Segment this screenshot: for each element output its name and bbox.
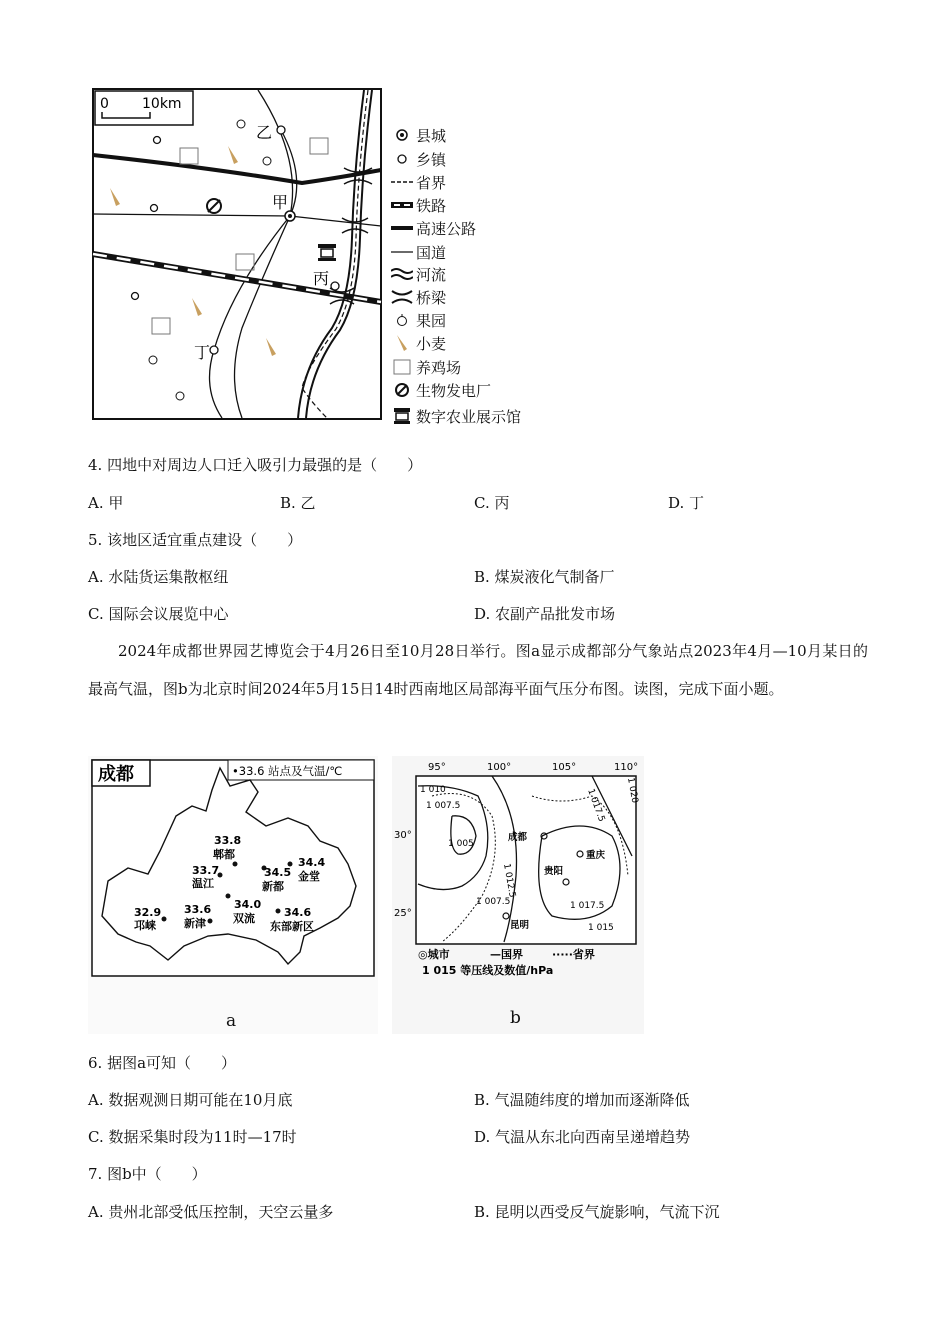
digital-agri-hall-icon	[390, 406, 414, 426]
q5-option-d[interactable]: D. 农副产品批发市场	[474, 605, 616, 623]
river-icon	[390, 264, 414, 284]
place-yi: 乙	[256, 123, 273, 142]
figure-b	[392, 756, 644, 1034]
legend-isobar: 1 015 等压线及数值/hPa	[422, 964, 554, 977]
city-label: 成都	[508, 832, 528, 843]
station-value: 34.6	[284, 906, 312, 919]
place-bing: 丙	[313, 269, 330, 288]
orchard-icon	[390, 310, 414, 330]
q7-option-a[interactable]: A. 贵州北部受低压控制，天空云量多	[88, 1203, 334, 1221]
chicken-farm-icon	[390, 357, 414, 377]
city-label: 昆明	[510, 920, 530, 931]
station-value: 33.6	[184, 903, 212, 916]
isobar-value: 1 007.5	[426, 801, 461, 811]
q6-option-b[interactable]: B. 气温随纬度的增加而逐渐降低	[474, 1091, 690, 1109]
legend-label: 桥梁	[416, 288, 447, 307]
station-value: 33.7	[192, 864, 220, 877]
figure-a-svg	[88, 756, 378, 1034]
isobar-value: 1 012.5	[501, 862, 517, 899]
legend-label: 国道	[416, 243, 447, 262]
legend-province-border: ·····省界	[552, 948, 595, 961]
legend-biopower-plant	[390, 379, 491, 401]
q4-option-a[interactable]: A. 甲	[88, 494, 124, 512]
q6-option-a[interactable]: A. 数据观测日期可能在10月底	[88, 1091, 293, 1109]
q4-option-d[interactable]: D. 丁	[668, 494, 705, 512]
city-label: 重庆	[586, 850, 606, 861]
lon-label: 95°	[428, 762, 446, 773]
biopower-plant-icon	[390, 380, 414, 400]
legend-national-road	[390, 241, 446, 263]
station-value: 34.0	[234, 898, 262, 911]
scale-zero: 0	[100, 96, 109, 112]
station-value: 33.8	[214, 834, 242, 847]
question-4-stem: 4. 四地中对周边人口迁入吸引力最强的是（ ）	[88, 456, 423, 474]
station-name: 金堂	[298, 870, 320, 883]
lon-label: 110°	[614, 762, 639, 773]
legend-expressway	[390, 217, 476, 239]
isobar-value: 1 015	[588, 923, 614, 933]
county-seat-icon	[390, 125, 414, 145]
intro-paragraph: 2024年成都世界园艺博览会于4月26日至10月28日举行。图a显示成都部分气象站点2023年4月—10月某日的最高气温，图b为北京时间2024年5月15日14时西南地区局部海平面气压分布图。读图，完成下面小题。	[88, 642, 868, 698]
station-value: 32.9	[134, 906, 162, 919]
city-label: 贵阳	[544, 866, 564, 877]
isobar-value: 1 007.5	[476, 897, 511, 907]
legend-city: ◎城市	[418, 948, 450, 961]
q5-option-a[interactable]: A. 水陆货运集散枢纽	[88, 568, 229, 586]
bridge-icon	[390, 287, 414, 307]
regional-map	[92, 88, 382, 420]
station-value: 34.4	[298, 856, 326, 869]
national-road-icon	[390, 242, 414, 262]
regional-map-svg	[92, 88, 382, 420]
legend-railway	[390, 194, 446, 216]
station-name: 新都	[262, 880, 284, 893]
question-5-stem: 5. 该地区适宜重点建设（ ）	[88, 531, 303, 549]
legend-label: 高速公路	[416, 219, 477, 238]
legend-label: 小麦	[416, 334, 447, 353]
province-border-icon	[390, 172, 414, 192]
q5-option-c[interactable]: C. 国际会议展览中心	[88, 605, 229, 623]
station-name: 郫都	[213, 848, 235, 861]
legend-town	[390, 148, 446, 170]
legend-label: 生物发电厂	[416, 381, 492, 400]
legend-chicken-farm	[390, 356, 461, 378]
figure-a-title: 成都	[98, 764, 134, 785]
legend-orchard	[390, 309, 446, 331]
legend-label: 省界	[416, 173, 447, 192]
station-name: 温江	[192, 877, 214, 890]
figure-b-svg	[392, 756, 644, 1034]
lat-label: 25°	[394, 908, 412, 919]
q6-option-d[interactable]: D. 气温从东北向西南呈递增趋势	[474, 1128, 691, 1146]
place-ding: 丁	[194, 343, 211, 362]
legend-label: 数字农业展示馆	[416, 407, 522, 426]
legend-label: 县城	[416, 126, 447, 145]
legend-bridge	[390, 286, 446, 308]
county-seat-icon	[285, 211, 295, 221]
legend-label: 果园	[416, 311, 447, 330]
q4-option-b[interactable]: B. 乙	[280, 494, 316, 512]
station-name: 双流	[233, 912, 255, 925]
railway-icon	[390, 195, 414, 215]
legend-wheat	[390, 332, 446, 354]
station-name: 邛崃	[134, 919, 156, 932]
legend-label: 乡镇	[416, 150, 447, 169]
q4-option-c[interactable]: C. 丙	[474, 494, 510, 512]
town-icon	[390, 149, 414, 169]
isobar-value: 1 017.5	[585, 787, 607, 824]
expressway-icon	[390, 218, 414, 238]
wheat-icon	[390, 333, 414, 353]
legend-label: 铁路	[416, 196, 447, 215]
legend-county-seat	[390, 124, 446, 146]
figure-a	[88, 756, 378, 1034]
legend-label: 河流	[416, 265, 447, 284]
station-name: 新津	[184, 917, 206, 930]
figure-b-label: b	[510, 1008, 521, 1028]
isobar-value: 1 005	[448, 839, 474, 849]
legend-label: 养鸡场	[416, 358, 462, 377]
legend-national-border: —国界	[490, 948, 523, 961]
lon-label: 105°	[552, 762, 577, 773]
isobar-value: 1 010	[420, 785, 446, 795]
place-jia: 甲	[272, 193, 289, 212]
lon-label: 100°	[487, 762, 512, 773]
station-value: 34.5	[264, 866, 292, 879]
station-name: 东部新区	[270, 920, 314, 933]
isobar-value: 1 020	[625, 776, 640, 804]
legend-river	[390, 263, 446, 285]
legend-province-border	[390, 171, 446, 193]
q7-option-b[interactable]: B. 昆明以西受反气旋影响，气流下沉	[474, 1203, 720, 1221]
legend-digital-agri-hall	[390, 405, 521, 427]
isobar-value: 1 017.5	[570, 901, 605, 911]
question-7-stem: 7. 图b中（ ）	[88, 1165, 207, 1183]
question-6-stem: 6. 据图a可知（ ）	[88, 1054, 237, 1072]
q6-option-c[interactable]: C. 数据采集时段为11时—17时	[88, 1128, 297, 1146]
figure-a-legend: •33.6 站点及气温/℃	[232, 764, 343, 778]
lat-label: 30°	[394, 830, 412, 841]
figure-a-label: a	[226, 1011, 237, 1031]
q5-option-b[interactable]: B. 煤炭液化气制备厂	[474, 568, 615, 586]
scale-distance: 10km	[142, 96, 182, 112]
